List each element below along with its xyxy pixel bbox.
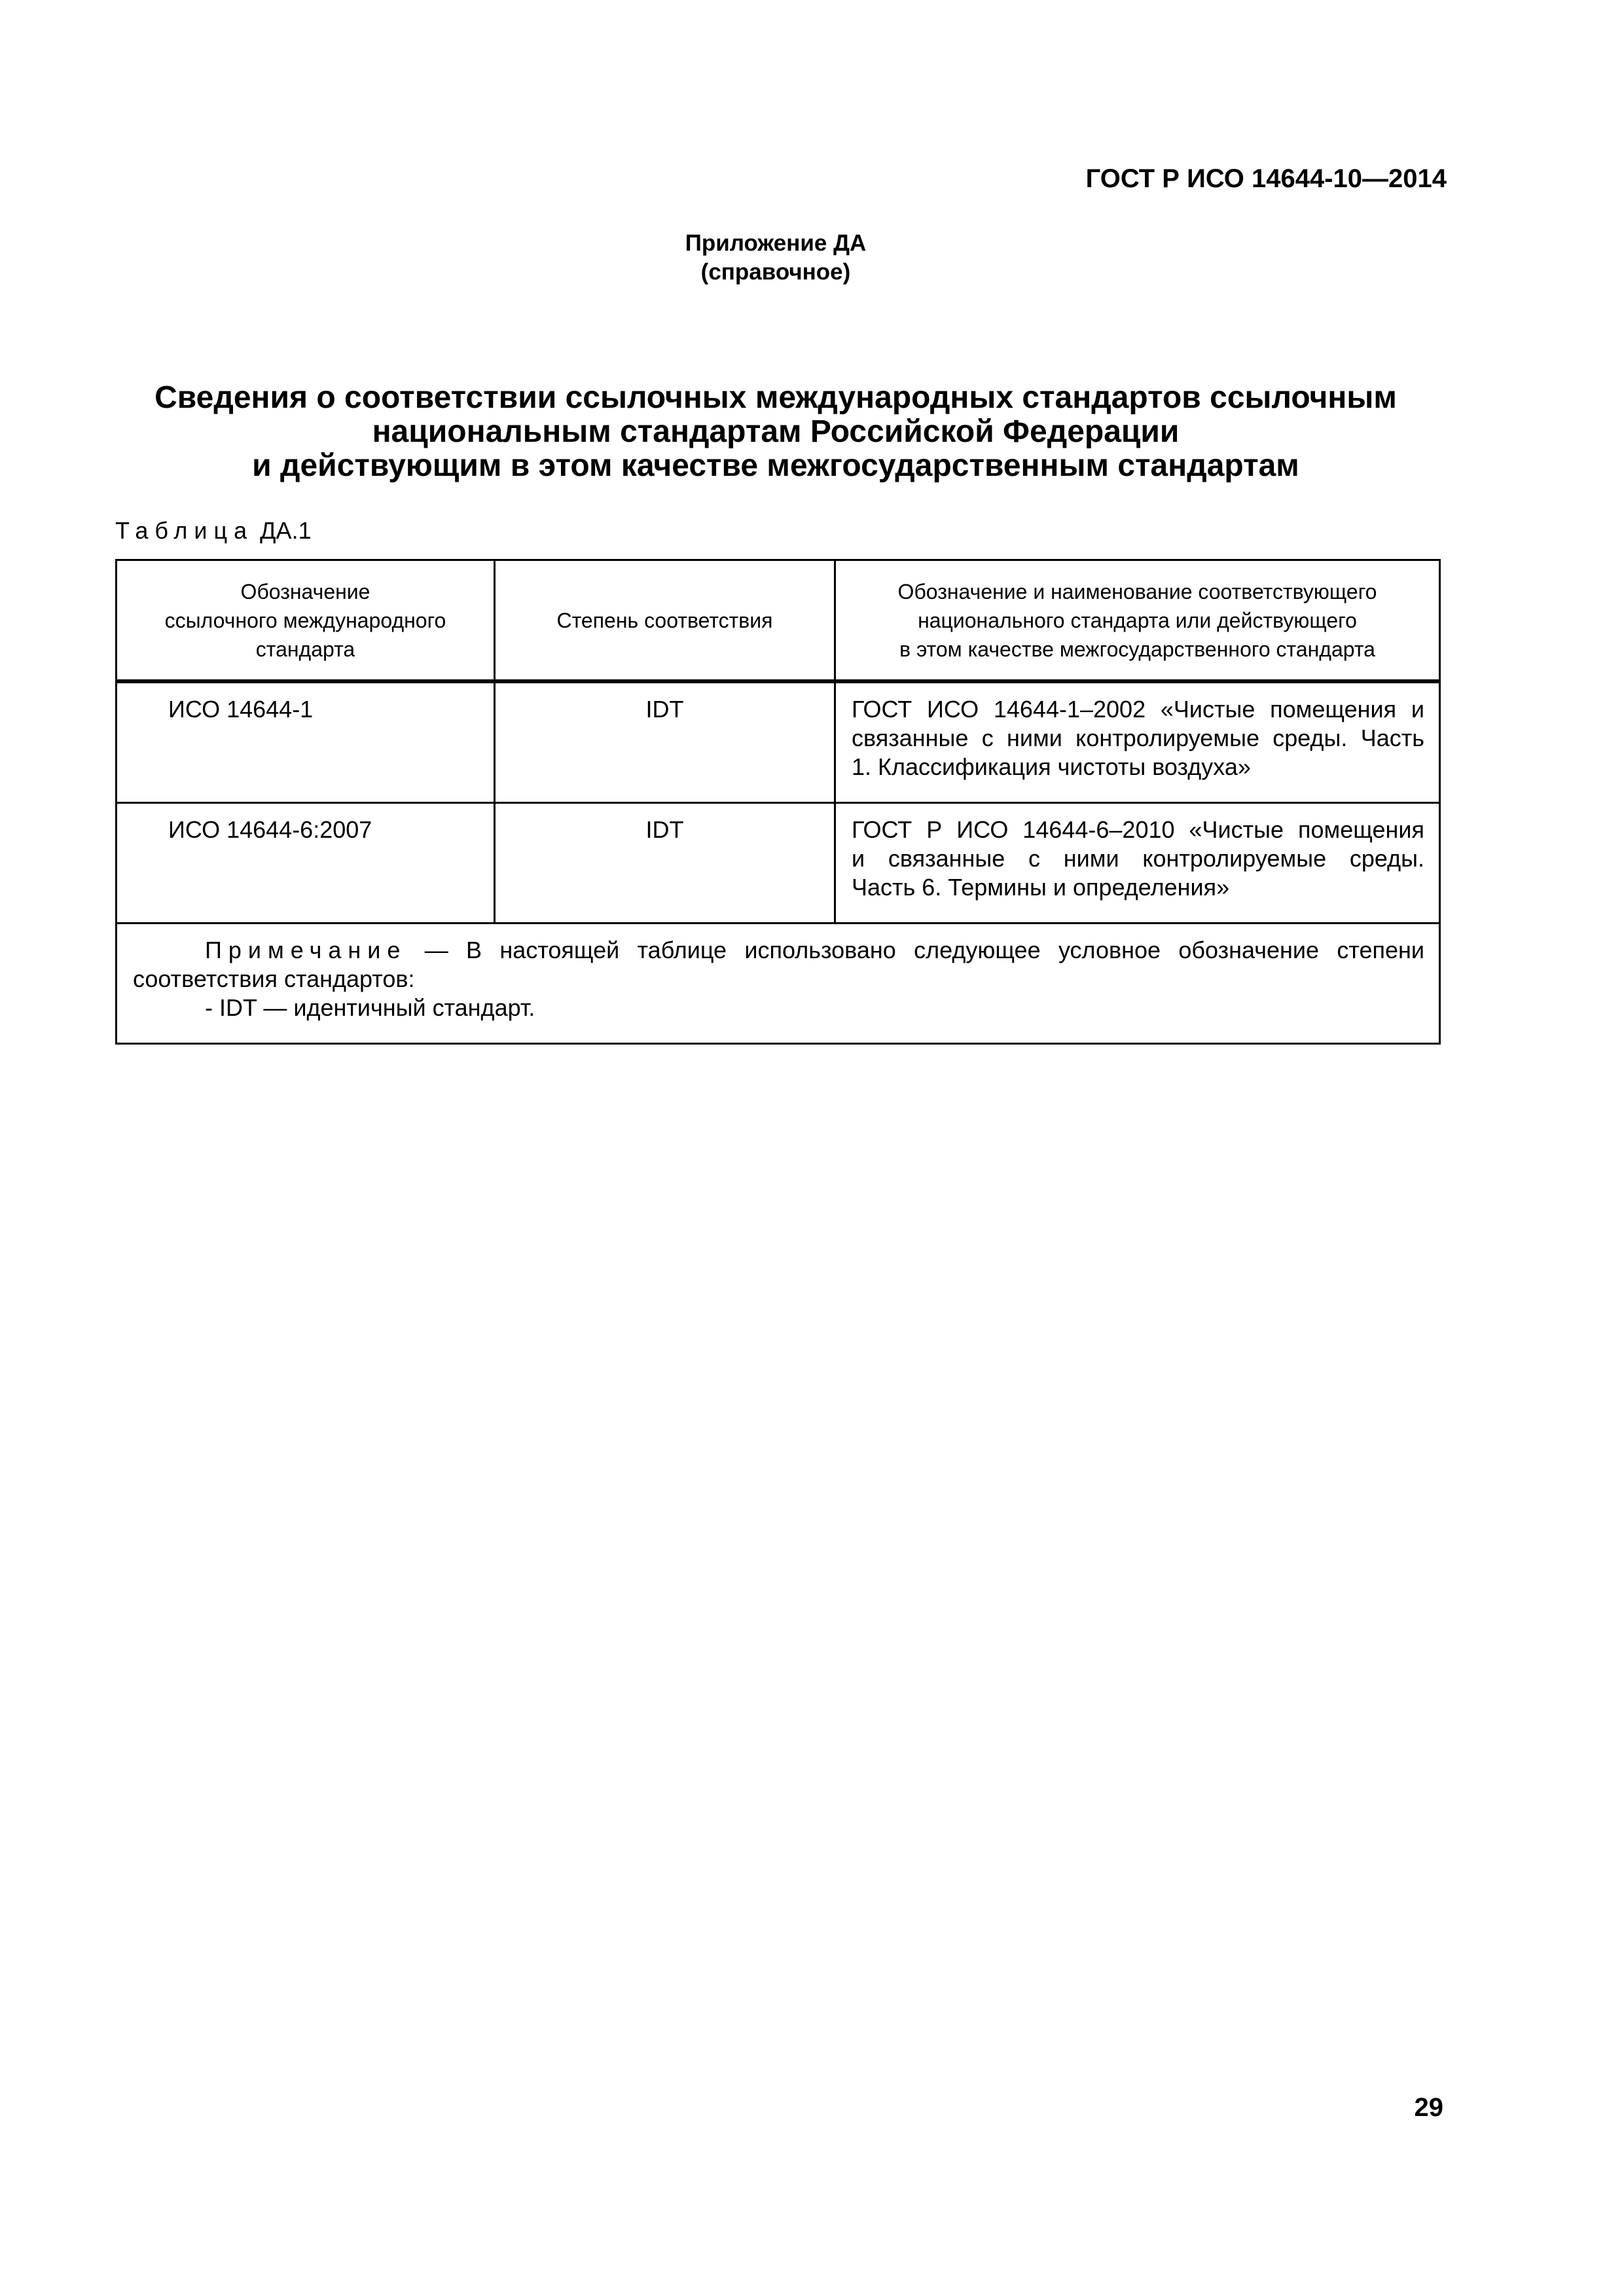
cell-national-line-1: ГОСТ ИСО 14644-1–2002 «Чистые помещения и	[852, 696, 1424, 723]
header-degree-of-correspondence: Степень соответствия	[495, 560, 835, 682]
cell-national-line-2: и связанные с ними контролируемые среды.	[852, 845, 1424, 872]
header-national-standard	[835, 560, 1440, 682]
section-title-line-1: Сведения о соответствии ссылочных международных стандартов ссылочным	[154, 380, 1397, 415]
header-col1-line-1: Обозначение	[240, 579, 370, 603]
page-number: 29	[1414, 2093, 1443, 2122]
header-col3-line-3: в этом качестве межгосударственного стандарта	[899, 637, 1375, 661]
header-col1-line-3: стандарта	[255, 637, 355, 661]
correspondence-table	[115, 559, 1441, 1045]
appendix-type: (справочное)	[700, 259, 851, 285]
cell-degree: IDT	[495, 803, 835, 924]
table-caption-word: Таблица	[115, 517, 254, 544]
section-title	[98, 381, 1453, 483]
table-caption-id: ДА.1	[260, 517, 312, 544]
note-line-3: - IDT — идентичный стандарт.	[205, 994, 535, 1021]
cell-international-designation: ИСО 14644-1	[117, 681, 495, 803]
note-label: Примечание	[205, 937, 407, 963]
section-title-line-2: национальным стандартам Российской Федерации	[372, 414, 1180, 449]
note-text: — В настоящей таблице использовано следующее условное обозначение степени	[424, 937, 1424, 963]
appendix-title: Приложение ДА	[685, 230, 867, 256]
note-line-1	[133, 936, 1424, 965]
cell-international-designation: ИСО 14644-6:2007	[117, 803, 495, 924]
section-title-line-3: и действующим в этом качестве межгосударственным стандартам	[252, 448, 1299, 483]
cell-national-line-3: Часть 6. Термины и определения»	[852, 874, 1230, 901]
cell-national-standard	[835, 681, 1440, 803]
header-col3-line-1: Обозначение и наименование соответствующего	[897, 579, 1377, 603]
document-code: ГОСТ Р ИСО 14644-10—2014	[1085, 164, 1447, 193]
table-note	[117, 924, 1440, 1044]
header-col3-line-2: национального стандарта или действующего	[918, 608, 1357, 632]
cell-degree: IDT	[495, 681, 835, 803]
cell-national-standard	[835, 803, 1440, 924]
table-row	[117, 681, 1440, 803]
cell-national-line-2: связанные с ними контролируемые среды. Часть	[852, 725, 1424, 751]
cell-national-line-1: ГОСТ Р ИСО 14644-6–2010 «Чистые помещения	[852, 816, 1424, 843]
table-note-row	[117, 924, 1440, 1044]
cell-national-line-3: 1. Классификация чистоты воздуха»	[852, 753, 1251, 780]
table-header-row	[117, 560, 1440, 682]
header-international-designation	[117, 560, 495, 682]
note-line-2: соответствия стандартов:	[133, 965, 415, 992]
table-caption	[115, 517, 312, 545]
table-row	[117, 803, 1440, 924]
header-col1-line-2: ссылочного международного	[164, 608, 446, 632]
